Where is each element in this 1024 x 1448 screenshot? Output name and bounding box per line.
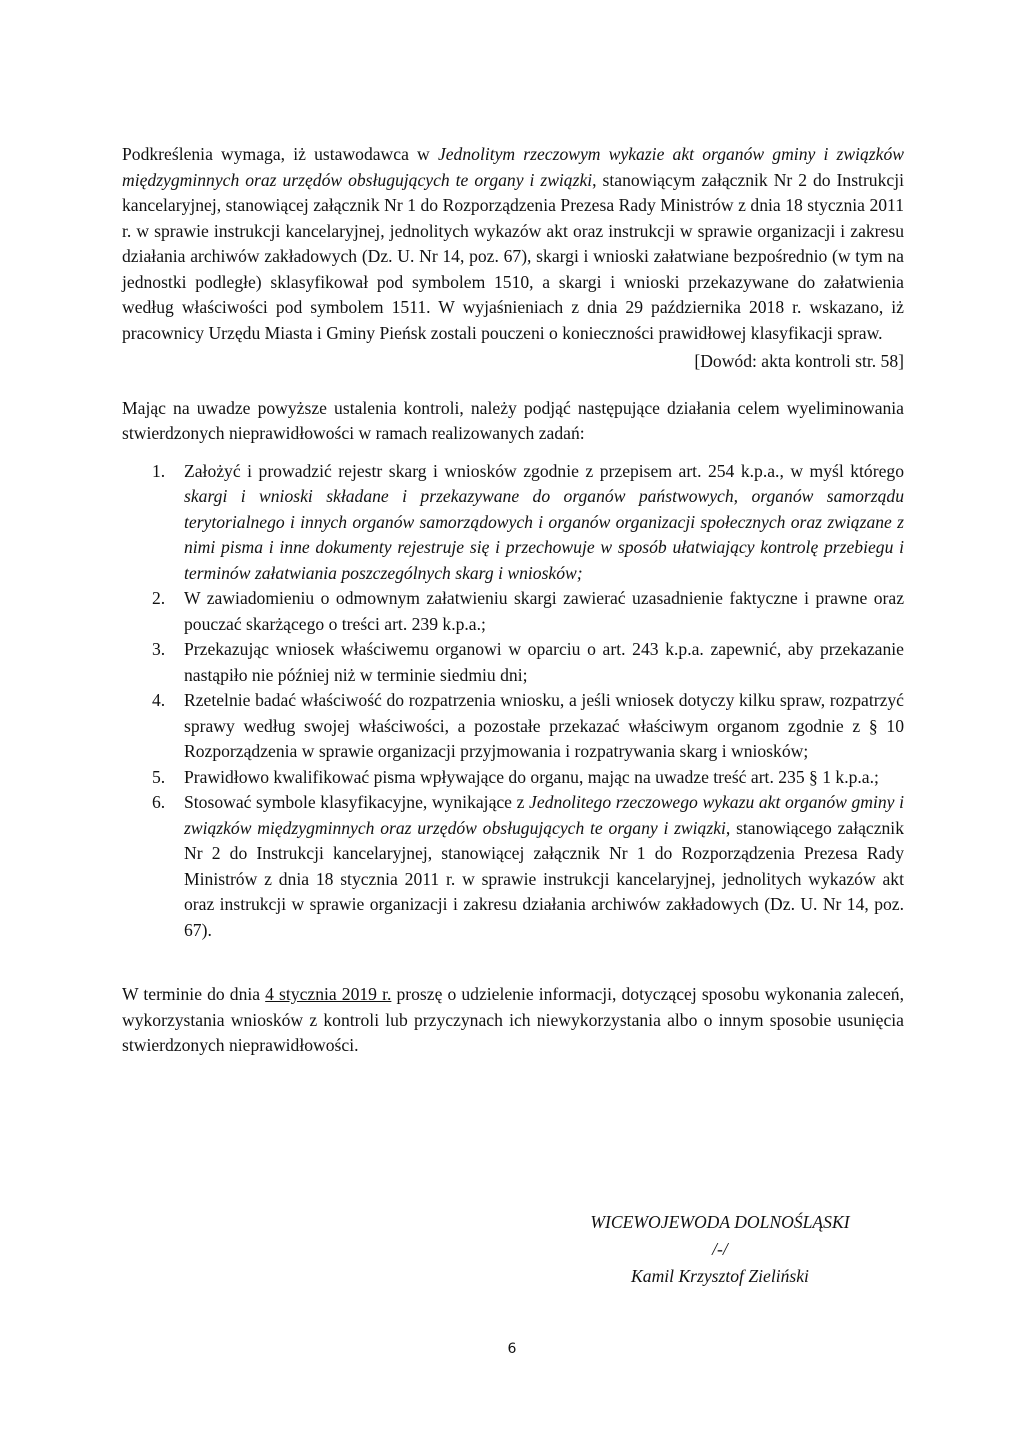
list-item [122, 586, 904, 637]
deadline-date: 4 stycznia 2019 r. [265, 984, 392, 1004]
list-item-text: W zawiadomieniu o odmownym załatwieniu skargi zawierać uzasadnienie faktyczne i prawne oraz pouczać skarżącego o treści art. 239 k.p.a.; [184, 588, 904, 634]
recommendations-intro: Mając na uwadze powyższe ustalenia kontroli, należy podjąć następujące działania celem wyeliminowania stwierdzonych nieprawidłowości w ramach realizowanych zadań: [122, 397, 904, 443]
signature-block [540, 1209, 900, 1290]
list-item-number: 6. [152, 792, 166, 812]
list-item [122, 637, 904, 688]
paragraph-classification [122, 142, 904, 346]
list-item [122, 459, 904, 587]
list-item-text: Stosować symbole klasyfikacyjne, wynikające z [184, 792, 530, 812]
list-item-number: 4. [152, 690, 166, 710]
paragraph-italic-title: Jednolitym rzeczowym wykazie akt organów gminy i związków międzygminnych oraz urzędów obsługujących te organy i związki [122, 144, 904, 190]
list-item-text: Rzetelnie badać właściwość do rozpatrzenia wniosku, a jeśli wniosek dotyczy kilku spraw, rozpatrzyć sprawy według swojej właściwości, a pozostałe przekazać właściwym organom zgodnie z § 10 Rozporządzenia w sprawie organizacji przyjmowania i rozpatrywania skarg i wniosków; [184, 690, 904, 761]
list-item-text: Przekazując wniosek właściwemu organowi w oparciu o art. 243 k.p.a. zapewnić, aby przekazanie nastąpiło nie później niż w terminie siedmiu dni; [184, 639, 904, 685]
deadline-paragraph [122, 982, 904, 1059]
deadline-text: proszę o udzielenie informacji, dotyczącej sposobu wykonania zaleceń, wykorzystania wniosków z kontroli lub przyczynach ich niewykorzystania albo o innym sposobie usunięcia stwierdzonych nieprawidłowości. [122, 984, 904, 1055]
recommendations-list [122, 459, 904, 944]
paragraph-text: , stanowiącym załącznik Nr 2 do Instrukcji kancelaryjnej, stanowiącej załącznik Nr 1 do Rozporządzenia Prezesa Rady Ministrów z dnia 18 stycznia 2011 r. w sprawie instrukcji kancelaryjnej, jednolitych wykazów akt oraz instrukcji w sprawie organizacji i zakresu działania archiwów zakładowych (Dz. U. Nr 14, poz. 67), skargi i wnioski załatwiane bezpośrednio (w tym na jednostki podległe) sklasyfikował pod symbolem 1510, a skargi i wnioski przekazywane do załatwienia według właściwości pod symbolem 1511. W wyjaśnieniach z dnia 29 października 2018 r. wskazano, iż pracownicy Urzędu Miasta i Gminy Pieńsk zostali pouczeni o konieczności prawidłowej klasyfikacji spraw. [122, 169, 904, 343]
list-item-text: Założyć i prowadzić rejestr skarg i wniosków zgodnie z przepisem art. 254 k.p.a., w myśl którego [184, 460, 904, 481]
deadline-text: W terminie do dnia [122, 984, 266, 1004]
document-body [122, 142, 904, 1059]
signatory-title: WICEWOJEWODA DOLNOŚLĄSKI [590, 1212, 850, 1232]
signature-mark: /-/ [712, 1239, 728, 1259]
list-item-number: 2. [152, 588, 166, 608]
paragraph-text: Podkreślenia wymaga, iż ustawodawca w [122, 144, 438, 164]
list-item-text: Prawidłowo kwalifikować pisma wpływające do organu, mając na uwadze treść art. 235 § 1 k.p.a.; [184, 766, 879, 787]
evidence-reference: [Dowód: akta kontroli str. 58] [694, 351, 904, 371]
list-item-italic: Jednolitego rzeczowego wykazu akt organów gminy i związków międzygminnych oraz urzędów obsługujących te organy i związki [184, 792, 904, 838]
list-item [122, 765, 904, 791]
list-item-number: 5. [152, 766, 166, 787]
list-item [122, 688, 904, 765]
list-item [122, 790, 904, 943]
list-item-number: 3. [152, 639, 166, 659]
list-item-italic: skargi i wnioski składane i przekazywane do organów państwowych, organów samorządu terytorialnego i innych organów samorządowych i organów organizacji społecznych oraz związane z nimi pisma i inne dokumenty rejestruje się i przechowuje w sposób ułatwiający kontrolę przebiegu i terminów załatwiania poszczególnych skarg i wniosków; [184, 486, 904, 583]
page-number: 6 [507, 1341, 517, 1357]
list-item-text: , stanowiącego załącznik Nr 2 do Instrukcji kancelaryjnej, stanowiącej załącznik Nr 1 do Rozporządzenia Prezesa Rady Ministrów z dnia 18 stycznia 2011 r. w sprawie instrukcji kancelaryjnej, jednolitych wykazów akt oraz instrukcji w sprawie organizacji i zakresu działania archiwów zakładowych (Dz. U. Nr 14, poz. 67). [184, 817, 904, 940]
list-item-number: 1. [152, 460, 166, 481]
signatory-name: Kamil Krzysztof Zieliński [631, 1266, 809, 1286]
